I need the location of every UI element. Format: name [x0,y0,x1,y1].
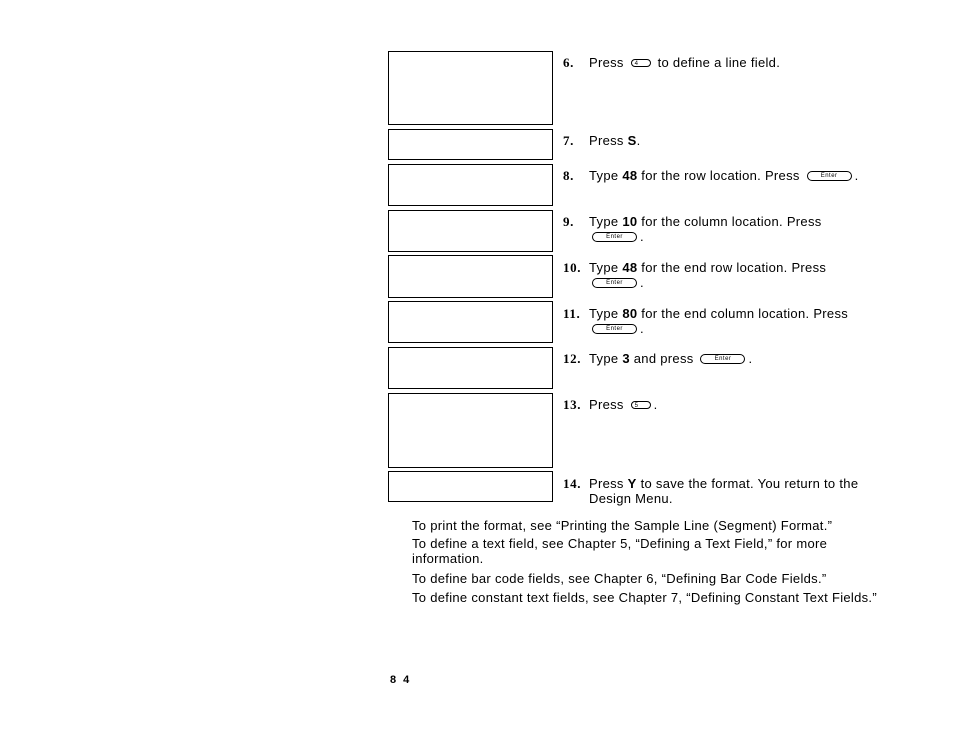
screen-box-step-10 [388,255,553,298]
step-7: 7. Press S. [563,133,641,148]
step-number: 10. [563,260,582,275]
screen-box-step-8 [388,164,553,206]
screen-box-step-9 [388,210,553,252]
step-9: 9. Type 10 for the column location. Press Enter . [563,214,822,244]
screen-box-step-6 [388,51,553,125]
step-number: 7. [563,133,574,148]
step-14: 14. Press Y to save the format. You return to the Design Menu. [563,476,859,506]
step-8: 8. Type 48 for the row location. Press Enter . [563,168,859,183]
paragraph-constant-text: To define constant text fields, see Chapter 7, “Defining Constant Text Fields.” [412,590,877,605]
screen-box-step-14 [388,471,553,502]
step-10: 10. Type 48 for the end row location. Press Enter . [563,260,827,290]
key-5-icon: 5 [631,401,651,409]
screen-box-step-11 [388,301,553,343]
step-number: 8. [563,168,574,183]
step-12: 12. Type 3 and press Enter . [563,351,753,366]
step-number: 11. [563,306,581,321]
enter-key-icon: Enter [700,354,745,364]
enter-key-icon: Enter [592,278,637,288]
step-11: 11. Type 80 for the end column location. Press Enter . [563,306,849,336]
step-number: 13. [563,397,582,412]
screen-box-step-12 [388,347,553,389]
step-number: 14. [563,476,582,491]
key-4-icon: 4 [631,59,651,67]
step-number: 9. [563,214,574,229]
screen-box-step-7 [388,129,553,160]
enter-key-icon: Enter [807,171,852,181]
paragraph-print-format: To print the format, see “Printing the Sample Line (Segment) Format.” [412,518,833,533]
screen-box-step-13 [388,393,553,468]
enter-key-icon: Enter [592,232,637,242]
step-6: 6. Press 4 to define a line field. [563,55,781,70]
paragraph-bar-code: To define bar code fields, see Chapter 6, “Defining Bar Code Fields.” [412,571,827,586]
page-number: 8 4 [390,674,412,686]
enter-key-icon: Enter [592,324,637,334]
step-number: 12. [563,351,582,366]
paragraph-text-field: To define a text field, see Chapter 5, “Defining a Text Field,” for more information. [412,536,828,566]
step-13: 13. Press 5 . [563,397,658,412]
step-number: 6. [563,55,574,70]
